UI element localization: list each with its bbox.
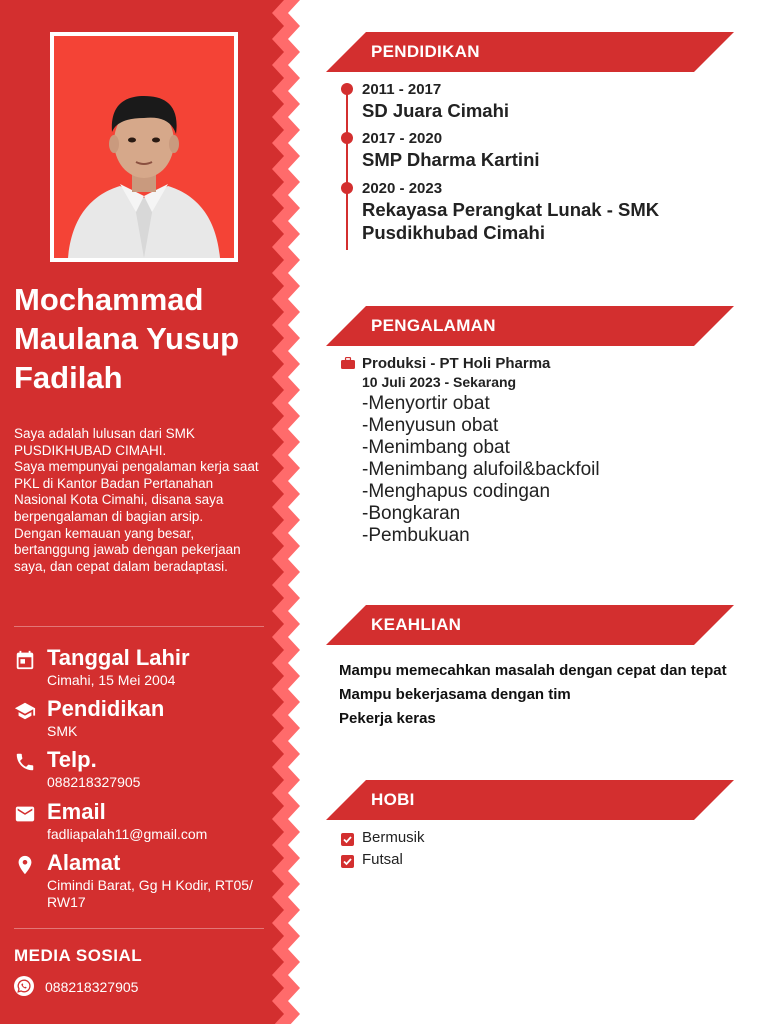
info-label: Telp.: [47, 747, 97, 772]
experience-company: Produksi - PT Holi Pharma: [362, 355, 551, 372]
info-value: Cimahi, 15 Mei 2004: [47, 672, 176, 688]
education-period: 2017 - 2020: [362, 130, 443, 147]
experience-task: -Pembukuan: [362, 525, 470, 546]
graduation-cap-icon: [14, 700, 36, 722]
profile-name: Mochammad Maulana Yusup Fadilah: [14, 282, 240, 395]
section-title: PENDIDIKAN: [371, 42, 480, 61]
info-value: Cimindi Barat, Gg H Kodir, RT05/ RW17: [47, 877, 253, 910]
divider: [14, 626, 264, 627]
section-header-experience: [326, 306, 734, 346]
timeline-line: [346, 88, 348, 250]
experience-task: -Menghapus codingan: [362, 481, 551, 502]
education-school: SMP Dharma Kartini: [362, 149, 540, 170]
skills-list: [339, 659, 727, 731]
calendar-icon: [14, 649, 36, 671]
sidebar: [0, 0, 268, 1024]
location-pin-icon: [14, 854, 36, 876]
media-title: MEDIA SOSIAL: [14, 946, 143, 965]
divider: [14, 928, 264, 929]
hobby-label: Futsal: [362, 851, 403, 868]
experience-task: -Menimbang alufoil&backfoil: [362, 459, 600, 480]
experience-task-list: [362, 393, 600, 547]
zigzag-border: [268, 0, 302, 1024]
info-label: Alamat: [47, 850, 121, 875]
checkbox-icon: [341, 855, 354, 868]
experience-task: -Menimbang obat: [362, 437, 510, 458]
hobby-label: Bermusik: [362, 829, 425, 846]
education-period: 2011 - 2017: [362, 81, 442, 98]
info-value: 088218327905: [47, 774, 141, 790]
experience-date: 10 Juli 2023 - Sekarang: [362, 374, 517, 390]
section-header-hobbies: [326, 780, 734, 820]
info-label: Pendidikan: [47, 696, 165, 721]
info-label: Email: [47, 799, 106, 824]
experience-task: -Bongkaran: [362, 503, 461, 524]
skill-item: Pekerja keras: [339, 710, 436, 727]
timeline-dot: [341, 132, 353, 144]
education-school: SD Juara Cimahi: [362, 100, 510, 121]
phone-icon: [14, 751, 36, 773]
skill-item: Mampu bekerjasama dengan tim: [339, 686, 571, 703]
timeline-dot: [341, 182, 353, 194]
profile-photo: [50, 32, 238, 262]
info-label: Tanggal Lahir: [47, 645, 190, 670]
section-title: HOBI: [371, 790, 415, 809]
education-period: 2020 - 2023: [362, 180, 443, 197]
section-header-skills: [326, 605, 734, 645]
experience-task: -Menyortir obat: [362, 393, 490, 414]
whatsapp-number: 088218327905: [45, 979, 139, 995]
education-school: Rekayasa Perangkat Lunak - SMK Pusdikhubad Cimahi: [362, 199, 660, 243]
skill-item: Mampu memecahkan masalah dengan cepat dan tepat: [339, 662, 727, 679]
checkbox-icon: [341, 833, 354, 846]
briefcase-icon: [341, 357, 355, 369]
section-header-education: [326, 32, 734, 72]
section-title: KEAHLIAN: [371, 615, 462, 634]
experience-task: -Menyusun obat: [362, 415, 499, 436]
mail-icon: [14, 803, 36, 825]
whatsapp-icon: [14, 976, 34, 996]
info-value: fadliapalah11@gmail.com: [47, 826, 208, 842]
section-title: PENGALAMAN: [371, 316, 496, 335]
timeline-dot: [341, 83, 353, 95]
info-value: SMK: [47, 723, 78, 739]
profile-summary: Saya adalah lulusan dari SMK PUSDIKHUBAD CIMAHI. Saya mempunyai pengalaman kerja saat PKL di Kantor Badan Pertanahan Nasional Kota Cimahi, disana saya berpengalaman di bagian arsip. Dengan kemauan yang besar, bertanggung jawab dengan pekerjaan saya, dan cepat dalam beradaptasi.: [14, 426, 259, 574]
